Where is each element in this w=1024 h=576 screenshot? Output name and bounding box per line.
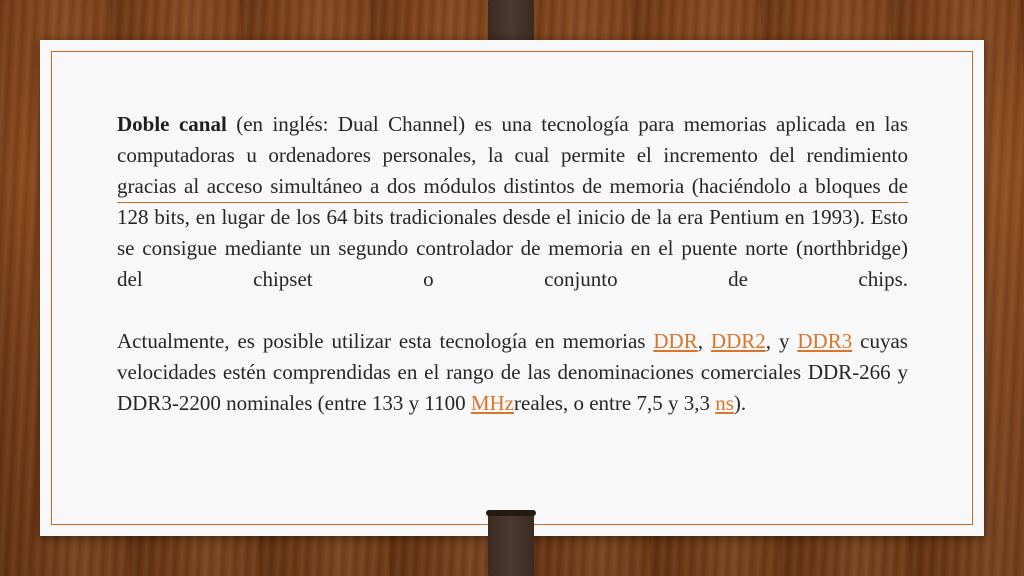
paragraph-2-text-b: , bbox=[697, 329, 711, 353]
paragraph-2-text-a: Actualmente, es posible utilizar esta tecnología en memorias bbox=[117, 329, 654, 353]
paragraph-2-text-d: cuyas velocidades estén comprendidas en el rango de las denominaciones comerciales DDR-266 y DDR3-2200 nominales (entre 133 y 1100 bbox=[117, 329, 908, 415]
slide-body bbox=[117, 109, 908, 419]
link-ddr2[interactable]: DDR2 bbox=[710, 329, 766, 353]
term-doble-canal: Doble canal bbox=[117, 112, 227, 136]
paragraph-1-text: (en inglés: Dual Channel) es una tecnología para memorias aplicada en las computadoras u ordenadores personales, la cual permite el incremento del rendimiento gracias al acceso simultáneo a dos módulos distintos de memoria (haciéndolo a bloques de 128 bits, en lugar de los 64 bits tradicionales desde el inicio de la era Pentium en 1993). Esto se consigue mediante un segundo controlador de memoria en el puente norte (northbridge) del chipset o conjunto de chips. bbox=[117, 112, 908, 291]
link-ns[interactable]: ns bbox=[715, 391, 734, 415]
link-mhz[interactable]: MHz bbox=[470, 391, 515, 415]
link-ddr[interactable]: DDR bbox=[653, 329, 698, 353]
link-ddr3[interactable]: DDR3 bbox=[797, 329, 853, 353]
paragraph-2-text-c: , y bbox=[765, 329, 798, 353]
paragraph-2-text-e: reales, o entre 7,5 y 3,3 bbox=[514, 391, 716, 415]
paragraph-current-use bbox=[117, 326, 908, 419]
paragraph-dual-channel bbox=[117, 109, 908, 295]
binder-clip-bottom bbox=[488, 512, 534, 576]
paragraph-2-text-f: ). bbox=[733, 391, 747, 415]
